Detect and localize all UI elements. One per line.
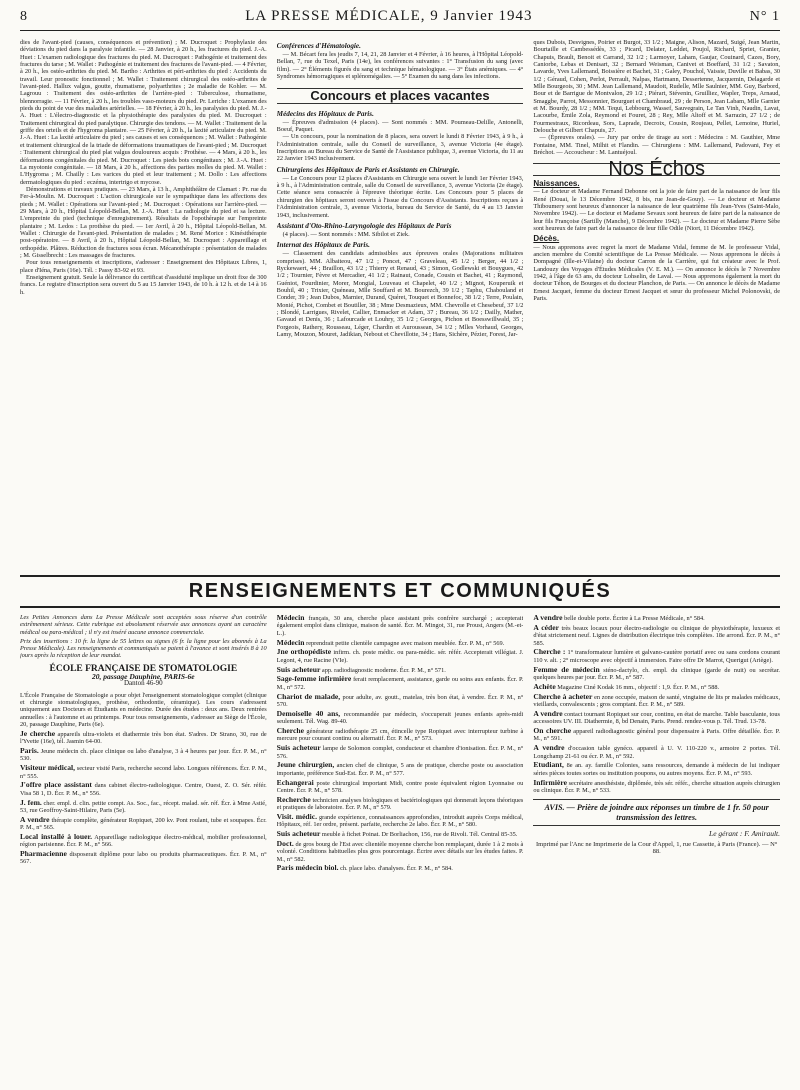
ad-lead: Jeune chirurgien, (276, 760, 335, 770)
masthead: LA PRESSE MÉDICALE, 9 Janvier 1943 (245, 8, 533, 24)
classified-ad (20, 816, 267, 832)
ad-text: 1° transformateur lumière et galvano-cautère portatif avec ou sans cordons courant 110 v. alt. ; 2° microscope avec objectif à immersion. Faire offre Dr Marrot, Querigut (Ariège). (533, 649, 780, 664)
ad-lead: A vendre (533, 708, 563, 718)
classified-ad (533, 624, 780, 647)
ad-text: thérapie complète, générateur Ropiquet, 200 kv. Pont roulant, tube et soupapes. Écr. P. M., n° 565. (20, 816, 267, 832)
ad-text: meuble à fichet Poinat. Dr Borliachon, 156, rue de Rivoli. Tél. Central 85-35. (321, 831, 518, 839)
classified-ad (533, 779, 780, 795)
article-text: — Le Concours pour 12 places d'Assistants en Chirurgie sera ouvert le lundi 1er Février 1943, à 9 h., à l'Administration centrale, salle du Conseil de surveillance, 3, avenue Victoria (2e étage). Cette séance sera consacrée à l'épreuve théorique écrite. Les Concours pour 5 places de chirurgien des hôpitaux seront ouverts à l'issue du Concours d'Assistants. Inscriptions reçues à l'Administration centrale, 3, avenue Victoria, bureau du Service de Santé, du 4 au 13 Janvier 1943, inclusivement. (276, 174, 524, 219)
ad-lead: Local installé à louer. (20, 831, 93, 841)
classifieds-column-3 (533, 614, 780, 1042)
classified-ad (533, 744, 780, 760)
ad-text: disposerait diplôme pour labo ou produits pharmaceutiques. Écr. P. M., n° 567. (20, 851, 267, 866)
insertion-prices: Prix des insertions : 10 fr. la ligne de 55 lettres ou signes (6 fr. la ligne pour les abonnés à La Presse Médicale). Les renseignements et communiqués se paient à l'avance et sont insérés 8 à 10 jours après la réception de leur mandat. (20, 637, 267, 660)
ad-text: dans cabinet électro-radiologique. Centre, Ouest, Z. O. Sér. référ. Visa 58 1, D. Écr. P. M., n° 556. (20, 782, 267, 797)
ad-lead: Visiteur médical, (20, 763, 76, 773)
classified-ad (533, 761, 780, 777)
ad-lead: Médecin (276, 614, 305, 622)
ad-text: ancien chef de clinique, 5 ans de pratique, cherche poste ou association importante, préférence Sud-Est. Écr. P. M., n° 577. (276, 762, 524, 777)
ad-text: cher. empl. d. clin. petite compt. As. Soc., fac., récept. malad. sér. réf. Écr. à Mme Astié, 53, rue Geoffroy-Saint-Hilaire, Paris (5e). (20, 799, 267, 814)
school-title: ÉCOLE FRANÇAISE DE STOMATOLOGIE (49, 663, 238, 674)
ad-lead: Doct. (276, 838, 294, 848)
classified-ad (277, 639, 524, 647)
article-heading: Conférences d'Hématologie. (276, 42, 361, 50)
ad-lead: A vendre (533, 614, 563, 622)
ad-text: reprendrait petite clientèle campagne avec maison meublée. Écr. P. M., n° 569. (306, 639, 505, 647)
column-2 (277, 39, 524, 569)
article-text: — (Épreuves orales). — Jury par ordre de tirage au sort : Médecins : M. Gauthier, Mme Fontaine, MM. Tinel, Milhit et Flandin. — Chirurgiens : MM. Lallemand, Padovani, Fey et Bréchot. — Accoucheur : M. Lantuéjoul. (533, 134, 780, 157)
classified-ad (277, 796, 524, 812)
ad-lead: Cherche : (533, 647, 566, 657)
article-text: — Classement des candidats admissibles aux épreuves orales (Majorations militaires comprises). MM. Albaiteou, 47 1/2 ; Poncet, 47 ; Graveleau, 45 1/2 ; Berger, 44 1/2 ; Ryckewaert, 44 ; Braillon, 43 1/2 ; Thierry et Renaud, 43 ; Simon, Godlewski et Bouygues, 42 1/2 ; Tournier, Fèvre et Mercadier, 41 1/2 ; Rainaut, Conade, Cousin et Bachet, 41 ; Raymond, Guéniot, Fourdinier, Morer, Mongial, Louveau et Chapelet, 40 1/2 ; Mignot, Kouperuik et Bouhil, 40 ; Trixier, Quéneau, Mlle Souffard et M. Bourezch, 39 1/2 ; Taphu, Chabouland et Conder, 39 ; Jean Dubos, Marnier, Durand, Quéret, Touquet et Bonnefoc, 38 1/2 ; Terre, Poulain, Monié, Pichot, Combet et Boutiller, 38 ; Mme Desmazieux, MM. Chevrolle et Chesebeuf, 37 1/2 ; Blondé, Larrigues, Rivelet, Callier, Enmacker et Adam, 37 ; Bureau, 36 1/2 ; Dailly, Mather, Gavaud et Denis, 36 ; Lafourcade et Louhry, 35 1/2 ; Georges, Pichon et Boesswillwald, 35 ; Forgeois, Rathery, Rousseau, Léger, Chardin et Auroussean, 34 1/2 ; Mlles Vorhaud, Georges, Lamy, Mouzon, Mouret, Jadikian, Nebout et Chevillotte, 34 ; Hans, Sichère, Pézier, Forest, Jar- (276, 250, 524, 338)
ad-lead: Femme de médecin (533, 664, 600, 674)
newspaper-page (20, 8, 780, 1070)
article-text: ques Dubois, Desvignes, Poirier et Burgot, 33 1/2 ; Maigne, Alison, Mazard, Suigé, Jean Martin, Bourtaille et Cambessédès, 33 ; Picard, Delater, Leddet, Poujol, Richard, Spriet, Granier, Chapuis, Brault, Benoit et Carrand, 32 1/2 ; Larmoyer, Laham, Gaujar, Couinard, Cazes, Bory, Caniorbe, Lebas et Denisart, 32 ; Bernard Weisman, Canivet et Boeffard, 31 1/2 ; Savaton, Lavarde, Yves Lallemand, Boissière et Bachet, 31 ; Galey, Pouchol, Vaissie, Duville et Babas, 30 1/2 ; Géraud, Cohen, Perlot, Perrault, Nalpas, Hartmann, Dessertenne, Jacquemin, Delagarde et Mlle Bourgeois, 30 ; MM. Jean Lallemand, Maudoit, Rudelle, Mlle Saulnier, MM. Guy, Barbord, Bour et de Barrigue de Montvalon, 29 1/2 ; Piérart, Stévenin, Gruilliez, Wapler, Treps, Arnaud, Smaggbe, Parrot, Messonnier, Bourguet et Chambraud, 29 ; de Person, Jean Labam, Mlle Garnier et M. Bourdy, 28 1/2 ; MM. Tequi, Lebbourg, Wassef, Sauvegrain, Le Tan Vinh, Naudin, Lavat, Lacourbe, Émile Zola, Reymond et Fouret, 28 ; Rey, Mlle Altoff et M. Sarrazin, 27 1/2 ; de Fourmestraux, Ricordeau, Sors, Laprade, Decroix, Cousin, Roujeau, Pellet, Lemoine, Huriel, Delouche et Gilbert Chapuis, 27. (533, 39, 780, 135)
classified-ad (533, 666, 780, 682)
ad-lead: Sage-femme infirmière (276, 674, 352, 684)
ad-text: très beaux locaux pour électro-radiologie ou clinique de physiothérapie, luxueux et d'état strictement neuf. Lignes de distribution électrique très complètes. 18e arrond. Écr. P. M., n° 585. (533, 624, 780, 647)
ad-list (277, 614, 524, 873)
classifieds-column-2 (277, 614, 524, 1042)
classified-ad (277, 727, 524, 743)
classified-ad (533, 710, 780, 726)
section-title: Concours et places vacantes (277, 88, 524, 103)
ad-lead: Etudiant, (533, 760, 564, 770)
ad-list (20, 730, 267, 866)
column-1 (20, 39, 267, 569)
classifieds-section (20, 614, 780, 1042)
ad-text: d'occasion table gynéco. appareil à U. V. 110-220 v., armoire 2 portes. Tél. Longchamp 21-61 ou écr. P. M., n° 592. (533, 745, 780, 760)
classified-ad (20, 799, 267, 815)
printer-line: Imprimé par l'Anc ne Imprimerie de la Cour d'Appel, 1, rue Cassette, à Paris (France). — N° 88. (535, 840, 778, 855)
births-heading: Naissances. (533, 178, 580, 188)
ad-lead: Paris. (20, 746, 39, 755)
ad-lead: Médecin (276, 637, 305, 647)
classified-ad (533, 614, 780, 622)
article-heading: Assistant d'Oto-Rhino-Laryngologie des Hôpitaux de Paris (276, 221, 452, 230)
ad-text: recommandée par médecin, s'occuperait jeunes enfants après-midi seulement. Tél. Wag. 89-40. (276, 710, 524, 726)
ad-lead: J. fem. (20, 797, 42, 807)
ad-lead: Infirmière (533, 777, 567, 787)
ad-text: grande expérience, connaissances approfondies, introduit auprès Corps médical, Hôpitaux, réf. 1er ordre, présent. parfaite, recherche 2e labo. Écr. P. M., n° 580. (276, 813, 524, 829)
ad-text: ferait remplacement, assistance, garde ou soins aux enfants. Écr. P. M., n° 572. (276, 676, 524, 691)
classified-ad (277, 744, 524, 760)
deaths-text: — Nous apprenons avec regret la mort de Madame Vidal, femme de M. le professeur Vidal, ancien membre du Comité scientifique de La Presse Médicale. — Nous apprenons le décès à Dompagné (Ille-et-Vilaine) du docteur Carron de la Carrière, qui fut créateur avec le Prof. Landouzy des Voyages d'Études Médicales (V. E. M.). — On annonce le décès le 7 Novembre 1942, à l'âge de 63 ans, du docteur Lohselin, de Laval. — Nous apprenons également la mort du docteur Téhon, de Bourges et du docteur Planchon, de Paris. — On annonce le décès de Madame Ernest Jacquet, femme du docteur Ernest Jacquet et sœur du professeur Michel Polonovski, de Paris. (533, 243, 780, 302)
classified-ad (20, 833, 267, 849)
notice-box: AVIS. — Prière de joindre aux réponses un timbre de 1 fr. 50 pour transmission des lettres. (533, 799, 780, 826)
page-header (20, 8, 780, 31)
school-address: 20, passage Dauphine, PARIS-6e (92, 671, 195, 681)
article-text: Enseignement gratuit. Seule la délivrance du certificat d'assiduité implique un droit fixe de 300 francs. Le registre d'inscription sera ouvert du 5 au 15 Janvier 1943, de 10 h. à 12 h. et de 14 à 16 h. (20, 274, 267, 296)
ad-lead: Recherche (276, 794, 311, 804)
classified-ad (277, 813, 524, 829)
ad-text: ch. place labo. d'analyses. Écr. P. M., n° 584. (340, 865, 453, 873)
article-text: — M. Bécart fera les jeudis 7, 14, 21, 28 Janvier et 4 Février, à 16 heures, à l'Hôpital Léopold-Bellan, 7, rue du Texel, Paris (14e), les conférences suivantes : 1° Transfusion du sang (avec film). — 2° Éléments figurés du sang et technique hématologique. — 3° États anémiques. — 4° Syndromes hémorragiques et splénomégalies. — 5° Examen du sang dans les infections. (276, 51, 524, 81)
school-phone: Danton 46-90 (123, 679, 163, 688)
editorial-section (20, 39, 780, 569)
ad-text: de gros bourg de l'Est avec clientèle moyenne cherche bon remplaçant, durée 1 à 2 mois à volonté. Conditions habituelles plus gros pourcentage. Écrire avec détails sur les études faites. P. M., n° 582. (276, 840, 524, 863)
echos-title: Nos Échos (533, 163, 780, 176)
classified-ad (277, 864, 524, 872)
ad-text: contact tournant Ropiquet sur cour, continu, en état de marche. Table basculante, tous accessoires UV. III. Diathermie, 8, bd Denain, Paris. Prend. rendez-vous p. Tél. Trud. 13-78. (533, 710, 780, 726)
manager-signature: Le gérant : F. Amirault. (709, 829, 780, 839)
ad-lead: A vendre (20, 814, 50, 824)
article-heading: Internat des Hôpitaux de Paris. (276, 241, 370, 250)
classified-ad (277, 614, 524, 637)
ad-text: appareils ultra-violets et diathermie très bon état. S'adres. Dr Strano, 30, rue de l'Yvette (16e), tél. Jasmin 64-00. (20, 730, 267, 746)
deaths-heading: Décès. (533, 234, 560, 244)
classified-ad (533, 727, 780, 743)
classified-ad (533, 693, 780, 709)
ad-text: poste chirurgical important Midi, contre poste équivalent région Lyonnaise ou Centre. Écr. P. M., n° 578. (276, 779, 524, 794)
classified-ad (20, 730, 267, 746)
ad-text: secteur visité Paris, recherche second labo. Longues références. Écr. P. M., n° 555. (20, 765, 267, 780)
ad-text: appareil radiodiagnostic général pour dispensaire à Paris. Offre détaillée. Écr. P. M., n° 591. (533, 727, 780, 743)
ad-text: Jeune médecin ch. place clinique ou labo d'analyse, 3 à 4 heures par jour. Écr. P. M., n° 530. (20, 748, 267, 763)
ad-text: Magazine Ciné Kodak 16 mm., objectif : 1,9. Écr. P. M., n° 588. (557, 683, 720, 691)
classified-ad (277, 761, 524, 777)
article-text: Démonstrations et travaux pratiques. — 23 Mars, à 13 h., Amphithéâtre de Clamart : Pr. rue du Fer-à-Moulin. M. Ducroquet : L'action chirurgicale sur le sympathique dans les affections des pieds ; M. Wallet : Opérations sur l'avant-pied ; M. Ducroquet : Opérations sur l'arrière-pied. — 29 Mars, à 20 h., Hôpital Léopold-Bellan, M. J.-A. Huet : La radiologie du pied et sa lecture. L'empreinte du pied (technique d'enregistrement). Résultats de l'opothérapie sur l'empreinte plantaire ; M. Ledos : La prothèse du pied. — 1er Avril, à 20 h., Hôpital Léopold-Bellan, M. Wallet : Chirurgie de l'avant-pied. Présentation de malades ; M. René Morice : Kinésithérapie post-opératoire. — 8 Avril, à 20 h., Hôpital Léopold-Bellan, M. Ducroquet : Appareillage et orthopédie. Plâtres. Réduction de fractures sous écran. Mécanothérapie : présentation de malades ; M. Gisselbrecht : Les massages de fractures. (20, 185, 267, 259)
ad-lead: Cherche (276, 725, 304, 735)
article-text: Pour tous renseignements et inscriptions, s'adresser : Enseignement des Hôpitaux Libres, 1, place d'Iéna, Paris (16e). Tél. : Passy 83-92 et 93. (20, 259, 267, 274)
column-3 (533, 39, 780, 569)
classified-ad (277, 648, 524, 664)
ad-text: infirm. ch. poste médic. ou para-médic. sér. référ. Accepterait villégiat. J. Legont, 4, rue Racine (VIe). (276, 649, 524, 664)
ad-lead: A céder (533, 622, 559, 632)
classified-ad (20, 850, 267, 866)
classified-ad (277, 840, 524, 863)
ad-text: générateur radiothérapie 25 cm, étincelle type Ropiquet avec interrupteur turbine à mercure pour courant continu ou alternatif. Écr. P. M., n° 573. (276, 727, 524, 743)
ad-lead: Suis acheteur (276, 664, 321, 674)
classified-ad (533, 683, 780, 691)
classified-ad (20, 764, 267, 780)
ad-text: français, 30 ans, cherche place assistant près confrère surchargé ; accepterait également emploi dans clinique, maison de santé. Écr. M. Mingot, 31, rue Proust, Angers (M.-et-L.). (276, 615, 524, 637)
ad-lead: Chariot de malade, (276, 691, 341, 701)
ad-lead: J'offre place assistant (20, 780, 92, 790)
ad-text: lampe de Solomon complet, conducteur et chambre d'ionisation. Écr. P. M., n° 576. (276, 745, 524, 760)
classified-ad (20, 781, 267, 797)
article-heading: Médecins des Hôpitaux de Paris. (276, 109, 374, 118)
births-text: — Le docteur et Madame Fernand Debonne ont la joie de faire part de la naissance de leur fils René (Douai, le 13 Décembre 1942, 8 bis, rue Jean-de-Gouy). — Le docteur et Madame Thiboumery sont heureux d'annoncer la naissance de leur quatrième fils Jean-Yves (Saint-Malo, Novembre 1942). — Le docteur et Madame Sevaux sont heureux de faire part de la naissance de leur fils Françoise (Sartilly (Manche), 9 Décembre 1942). — Le docteur et Madame Pierre Sèbe sont heureux de faire part de la naissance de leur fille Odile (Niort, 11 Décembre 1942). (533, 188, 780, 232)
classified-ad (277, 675, 524, 691)
classified-ad (533, 648, 780, 664)
article-text: dies de l'avant-pied (causes, conséquences et prévention) ; M. Ducroquet : Prophylaxie des déviations du pied dans la paralysie infantile. — 28 Janvier, à 20 h., les fractures du pied. J.-A. Huet : L'examen radiologique des fractures du pied. M. Ducroquet : Pathogénie et traitement des fractures du tarse ; M. Wallet : Pathogénie et traitement des fractures de l'avant-pied. — 4 Février, à 20 h., les ostéo-arthrites du pied. M. Bartho : Arthrites et péri-arthrites du pied : Accidents du travail. Leur pronostic fonctionnel ; M. Wallet : Traitement chirurgical des ostéo-arthrites de l'avant-pied. Hallux valgus, goutte, rhumatisme, polyarthrites ; 2e maladie de Kohler. — M. Lagrouu : Traitement des ostéo-arthrites de l'arrière-pied : Tuberculose, rhumatisme, blennorragie. — 11 Février, à 20 h., les troubles vaso-moteurs du pied. Pr. Leriche : L'examen des pieds du point de vue des maladies artérielles. — 18 Février, à 20 h., les paralysies du pied. M. J.-A. Huet : L'électro-diagnostic et la physiothérapie des paralysies du pied. M. Ducroquet : Traitement chirurgical du pied paralytique. Chirurgie des tendons. — M. Wallet : Traitement de la griffe des orteils et de l'hygroma plantaire. — 25 Février, à 20 h., la laxité articulaire du pied. M. J.-A. Huet : La laxité articulaire du pied ; ses causes et ses conséquences ; M. Wallet : Pathogénie et traitement chirurgical de la triade de déformations traumatiques de l'avant-pied ; M. Ducroquet : Traitement chirurgical du pied plat valgus douloureux acquis : Prothèse. — 4 Mars, à 20 h., les déformations congénitales du pied. M. Ducroquet : Les pieds bots congénitaux ; M. J.-A. Huet : La myotonie congénitale. — 18 Mars, à 20 h., affections des parties molles du pied. M. Wallet : L'Hygroma ; M. Chailly : Les varices du pied et leur traitement ; M. Dollo : Les affections dermatologiques du pied : eczéma, intertrigo et mycose. (20, 39, 267, 186)
ad-text: Appareillage radiologique électro-médical, mobilier professionnel, région parisienne. Écr. P. M., n° 566. (20, 833, 267, 849)
article-heading: Chirurgiens des Hôpitaux de Paris et Assistants en Chirurgie. (276, 165, 460, 174)
ad-text: secrétaire anesthésiste, diplômée, très sér. référ., cherche situation auprès chirurgien ou clinique. Écr. P. M., n° 533. (533, 779, 780, 794)
classifieds-banner: RENSEIGNEMENTS ET COMMUNIQUÉS (20, 575, 780, 608)
ad-text: en zone occupée, maison de santé, vingtaine de lits pr malades médicaux, vieillards, convalescents ; gros comptant. Écr. P. M., n° 589. (533, 693, 780, 708)
classifieds-intro: Les Petites Annonces dans La Presse Médicale sont acceptées sous réserve d'un contrôle extrêmement sérieux. Cette rubrique est absolument réservée aux annonces ayant un caractère médical ou para-médical ; il n'y est inséré aucune annonce commerciale. (20, 614, 267, 636)
ad-lead: Paris médecin biol. (276, 863, 339, 873)
ad-lead: Visit. médic. (276, 811, 318, 821)
classified-ad (277, 666, 524, 674)
classified-ad (277, 693, 524, 709)
ad-lead: Suis acheteur (276, 829, 321, 839)
ad-text: belle double porte. Écrire à La Presse Médicale, n° 584. (564, 615, 705, 622)
ad-lead: On cherche (533, 725, 572, 735)
classifieds-column-1 (20, 614, 267, 1042)
ad-text: app. radiodiagnostic moderne. Écr. P. M., n° 571. (321, 666, 446, 674)
page-number: 8 (20, 9, 28, 24)
ad-text: 8e an. ay. famille Colonies, sans ressources, demande à médecin de lui indiquer séries pièces toutes sortes ou institution poupons, ou autres moyens. Écr. P. M., n° 593. (533, 762, 780, 777)
ad-list (533, 614, 780, 794)
issue-number: N° 1 (749, 9, 780, 24)
classified-ad (277, 779, 524, 795)
classified-ad (277, 830, 524, 838)
article-text: — Un concours, pour la nomination de 8 places, sera ouvert le lundi 8 Février 1943, à 9 h., à l'Administration centrale, salle du Conseil de surveillance, 3, avenue Victoria (4e étage). Inscriptions au Bureau du Service de Santé de l'Assistance publique, 3, avenue Victoria, du 11 au 22 Janvier 1943 inclusivement. (276, 133, 524, 163)
ad-text: technicien analyses biologiques et bactériologiques qui donnerait leçons théoriques et pratiques de laboratoire. Écr. P. M., n° 579. (276, 796, 524, 812)
ad-text: sténo-dactylo, ch. empl. du clinique (garde de nuit) ou secrétar. quelques heures par jour. Écr. P. M., n° 587. (533, 666, 780, 681)
ad-text: pour adulte, av. goutt., matelas, très bon état, à vendre. Écr. P. M., n° 570. (276, 693, 524, 708)
ad-lead: Echangerai (276, 777, 314, 787)
classified-ad (20, 747, 267, 763)
ad-lead: Je cherche (20, 728, 56, 738)
school-description: L'École Française de Stomatologie a pour objet l'enseignement stomatologique complet (clinique et chirurgie stomatologiques, prothèse, orthodontie, céramique). Les cours s'adressent uniquement aux Docteurs et Étudiants en médecine. Durée des études : deux ans. Deux rentrées annuelles : à l'automne et au printemps. Pour tous renseignements, s'adresser au Siège de l'École, 20, passage Dauphine, Paris (6e). (20, 691, 267, 728)
ad-lead: Jne orthopédiste (276, 647, 332, 657)
ad-lead: Pharmacienne (20, 849, 67, 859)
article-text: — Épreuves d'admission (4 places). — Sont nommés : MM. Poumeau-Delille, Antonelli, Boeuf, Paquet. (276, 118, 524, 134)
ad-lead: A vendre (533, 743, 565, 753)
article-text: (4 places). — Sont nommés : MM. Sibilot et Ziek. (282, 230, 410, 238)
ad-lead: Cherche à acheter (533, 691, 593, 701)
ad-lead: Achète (533, 681, 556, 691)
classified-ad (277, 710, 524, 726)
ad-lead: Demoiselle 40 ans, (276, 708, 341, 718)
ad-lead: Suis acheteur (276, 743, 321, 753)
